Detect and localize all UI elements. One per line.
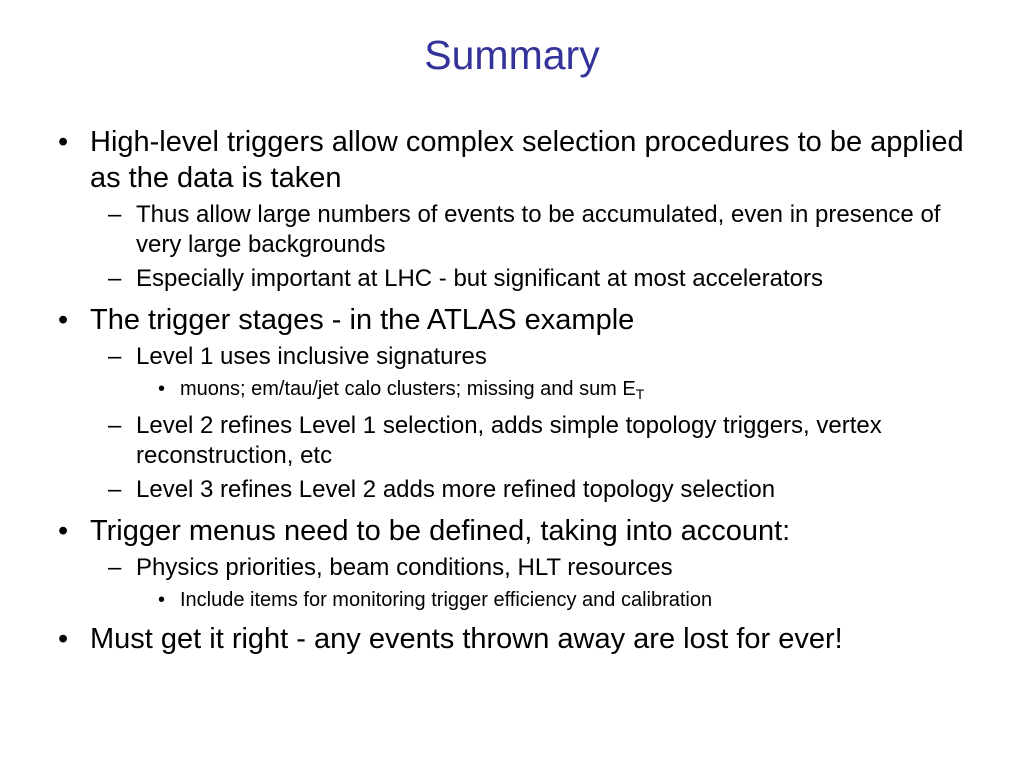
bullet-marker: • (158, 378, 166, 400)
dash-marker: – (108, 265, 122, 292)
dash-marker: – (108, 201, 122, 228)
bullet-marker: • (58, 126, 69, 158)
bullet-marker: • (58, 515, 69, 547)
dash-marker: – (108, 476, 122, 503)
bullet-1 (0, 124, 1024, 196)
bullet-1-sub-1 (0, 200, 1024, 260)
subscript-t: T (635, 386, 645, 402)
bullet-2-sub-1-text: Level 1 uses inclusive signatures (136, 343, 487, 370)
slide-body (0, 124, 1024, 657)
bullet-1-sub-2 (0, 264, 1024, 294)
bullet-2-sub-3 (0, 475, 1024, 505)
dash-marker: – (108, 412, 122, 439)
bullet-2-sub-1-detail (0, 376, 1024, 407)
bullet-2 (0, 302, 1024, 338)
bullet-2-sub-3-text: Level 3 refines Level 2 adds more refined topology selection (136, 476, 776, 503)
bullet-3-text: Trigger menus need to be defined, taking into account: (90, 515, 791, 547)
dash-marker: – (108, 554, 122, 581)
bullet-2-sub-2-text: Level 2 refines Level 1 selection, adds simple topology triggers, vertex reconstruction, etc (136, 412, 882, 469)
dash-marker: – (108, 343, 122, 370)
slide-title: Summary (424, 32, 600, 78)
bullet-3-sub-1 (0, 553, 1024, 583)
bullet-1-sub-1-text: Thus allow large numbers of events to be accumulated, even in presence of very large backgrounds (136, 201, 941, 258)
bullet-marker: • (58, 623, 69, 655)
bullet-marker: • (58, 304, 69, 336)
bullet-2-sub-1-detail-text: muons; em/tau/jet calo clusters; missing and sum E (180, 378, 636, 400)
bullet-4-text: Must get it right - any events thrown away are lost for ever! (90, 623, 843, 655)
bullet-1-sub-2-text: Especially important at LHC - but significant at most accelerators (136, 265, 823, 292)
bullet-3-sub-1-text: Physics priorities, beam conditions, HLT resources (136, 554, 673, 581)
bullet-2-sub-2 (0, 411, 1024, 471)
bullet-2-text: The trigger stages - in the ATLAS example (90, 304, 635, 336)
bullet-4 (0, 621, 1024, 657)
bullet-2-sub-1 (0, 342, 1024, 372)
bullet-1-text: High-level triggers allow complex selection procedures to be applied as the data is taken (90, 126, 964, 194)
bullet-marker: • (158, 589, 166, 611)
bullet-3 (0, 513, 1024, 549)
bullet-3-sub-1-detail (0, 587, 1024, 613)
bullet-3-sub-1-detail-text: Include items for monitoring trigger efficiency and calibration (180, 589, 713, 611)
